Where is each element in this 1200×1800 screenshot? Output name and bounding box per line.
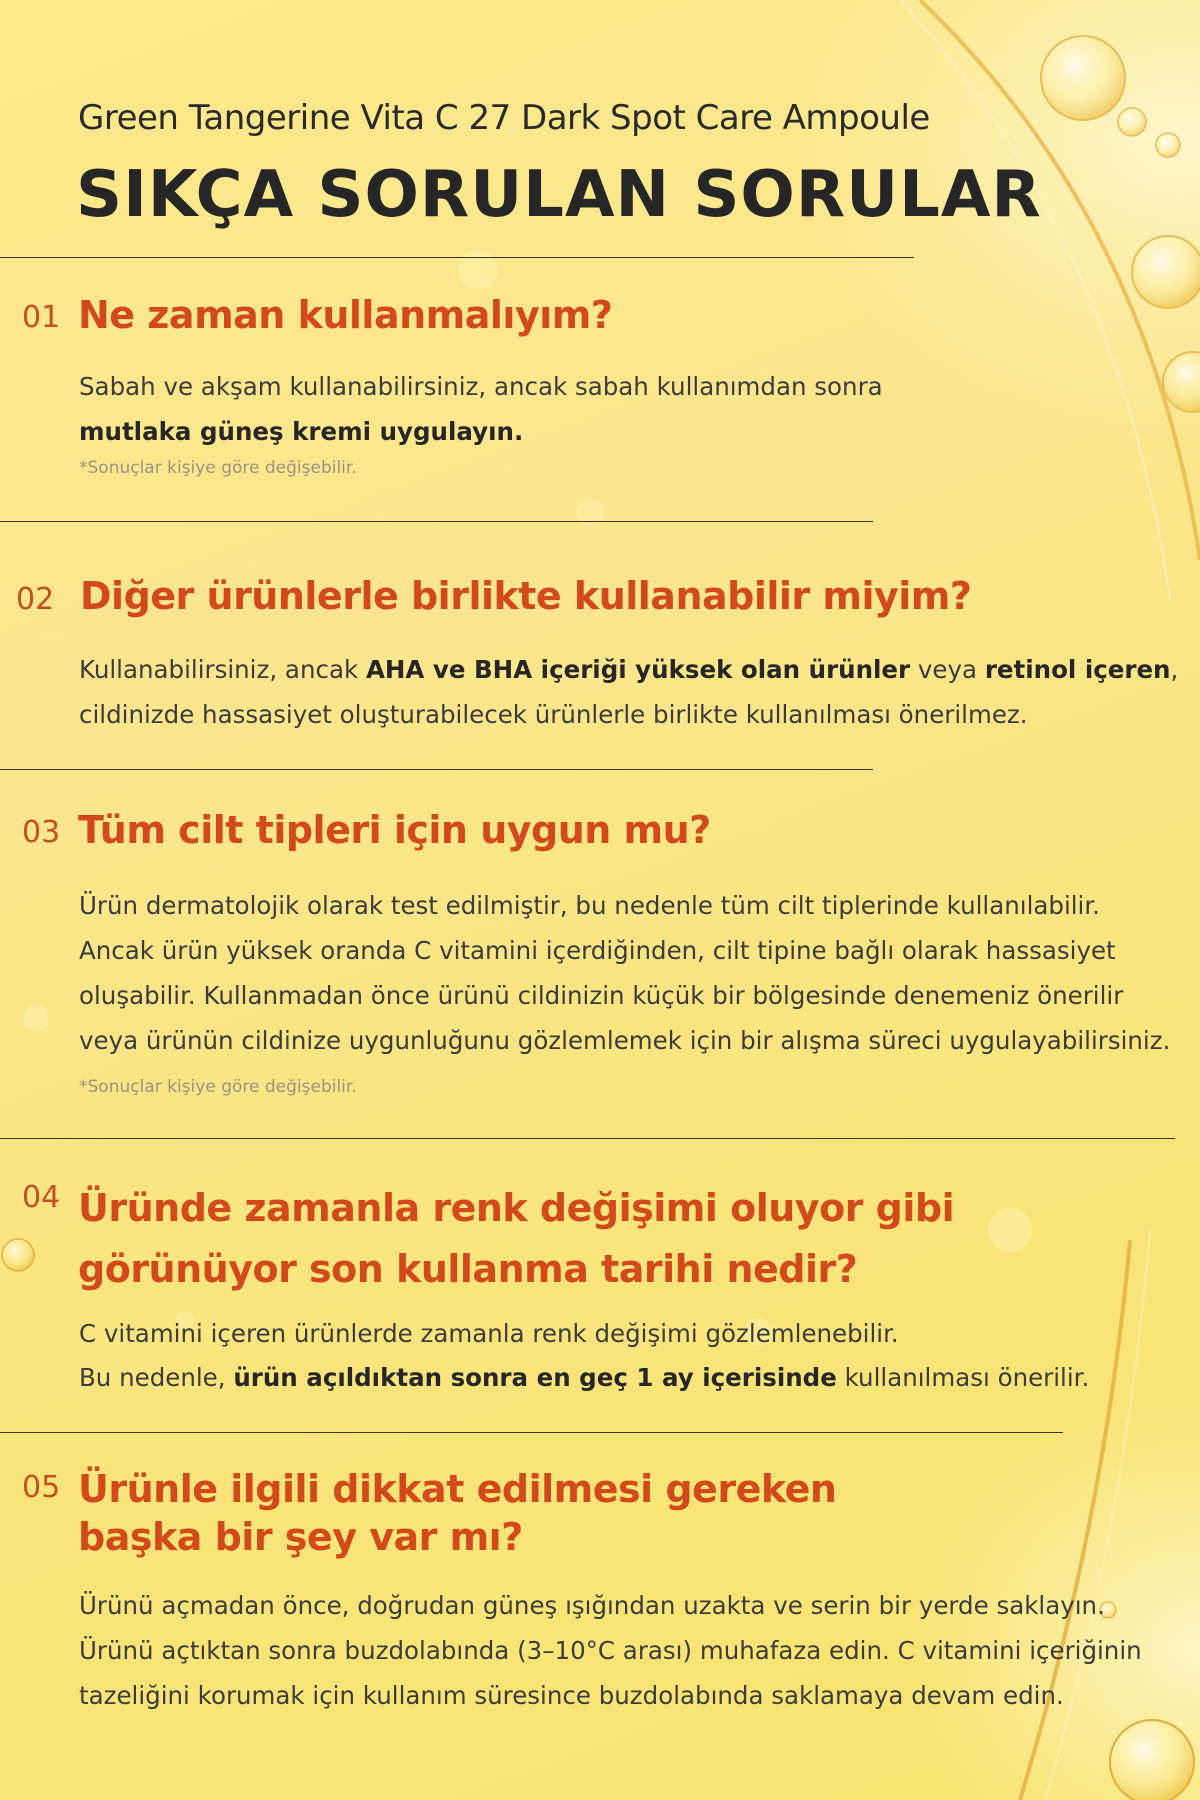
divider xyxy=(0,257,914,258)
faq-answer: Ürün dermatolojik olarak test edilmiştir, bu nedenle tüm cilt tiplerinde kullanılabilir. Ancak ürün yüksek oranda C vitamini içerdiğinden, cilt tipine bağlı olarak hassasiyet oluşabilir. Kullanmadan önce ürünü cildinizin küçük bir bölgesinde denemeniz önerilir veya ürünün cildinize uygunluğunu gözlemlemek için bir alışma süreci uygulayabilirsiniz. xyxy=(79,891,1171,1055)
faq-number: 03 xyxy=(22,815,61,850)
divider xyxy=(0,769,873,770)
faq-question: Ne zaman kullanmalıyım? xyxy=(78,293,613,337)
faq-number: 04 xyxy=(22,1180,61,1215)
faq-answer: Sabah ve akşam kullanabilirsiniz, ancak sabah kullanımdan sonra mutlaka güneş kremi uygulayın. xyxy=(79,372,883,446)
page-title: SIKÇA SORULAN SORULAR xyxy=(76,158,1042,232)
divider xyxy=(0,521,873,522)
faq-question: Tüm cilt tipleri için uygun mu? xyxy=(78,808,711,852)
faq-answer: Kullanabilirsiniz, ancak AHA ve BHA içeriği yüksek olan ürünler veya retinol içeren, cildinizde hassasiyet oluşturabilecek ürünlerle birlikte kullanılması önerilmez. xyxy=(79,655,1179,729)
faq-question: Üründe zamanla renk değişimi oluyor gibi görünüyor son kullanma tarihi nedir? xyxy=(78,1186,955,1291)
faq-number: 02 xyxy=(16,582,55,617)
faq-answer: Ürünü açmadan önce, doğrudan güneş ışığından uzakta ve serin bir yerde saklayın. Ürünü açtıktan sonra buzdolabında (3–10°C arası) muhafaza edin. C vitamini içeriğinin tazeliğini korumak için kullanım süresince buzdolabında saklamaya devam edin. xyxy=(79,1591,1142,1710)
faq-number: 05 xyxy=(22,1470,61,1505)
faq-answer: C vitamini içeren ürünlerde zamanla renk değişimi gözlemlenebilir. Bu nedenle, ürün açıldıktan sonra en geç 1 ay içerisinde kullanılması önerilir. xyxy=(79,1319,1090,1392)
divider xyxy=(0,1138,1175,1139)
faq-question: Diğer ürünlerle birlikte kullanabilir miyim? xyxy=(80,574,972,618)
faq-number: 01 xyxy=(22,300,61,335)
faq-question: Ürünle ilgili dikkat edilmesi gereken başka bir şey var mı? xyxy=(78,1467,837,1559)
divider xyxy=(0,1432,1063,1433)
results-disclaimer: *Sonuçlar kişiye göre değişebilir. xyxy=(79,458,357,478)
results-disclaimer: *Sonuçlar kişiye göre değişebilir. xyxy=(79,1077,357,1097)
product-name: Green Tangerine Vita C 27 Dark Spot Care Ampoule xyxy=(78,98,930,138)
